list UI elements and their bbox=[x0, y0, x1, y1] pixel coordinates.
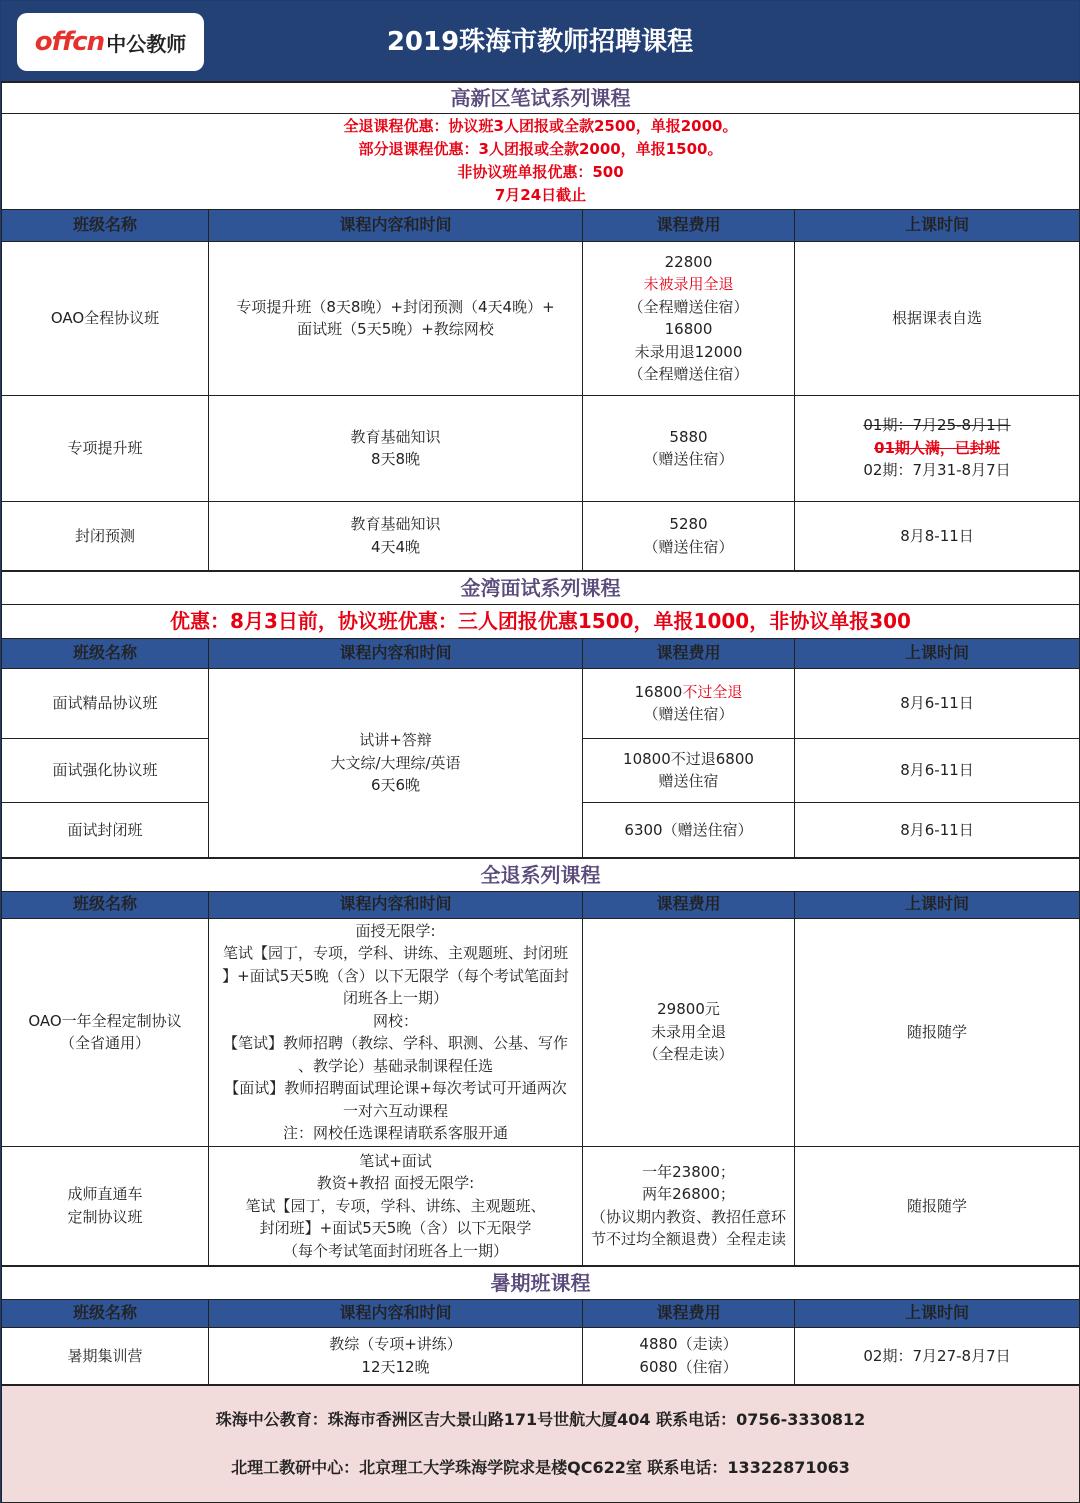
col-header-name: 班级名称 bbox=[2, 1299, 209, 1327]
promo-line: 部分退课程优惠：3人团报或全款2000，单报1500。 bbox=[358, 140, 723, 158]
col-header-name: 班级名称 bbox=[2, 638, 209, 668]
class-fee: 5280 （赠送住宿） bbox=[583, 501, 795, 571]
class-time: 02期：7月27-8月7日 bbox=[795, 1327, 1080, 1385]
class-time: 8月6-11日 bbox=[795, 802, 1080, 858]
page-header bbox=[1, 1, 1079, 81]
col-header-fee: 课程费用 bbox=[583, 891, 795, 918]
class-content: 专项提升班（8天8晚）+封闭预测（4天4晚）+ 面试班（5天5晚）+教综网校 bbox=[209, 241, 583, 395]
section-title-jinwan: 金湾面试系列课程 bbox=[2, 571, 1080, 604]
col-header-time: 上课时间 bbox=[795, 891, 1080, 918]
class-fee: 一年23800； 两年26800； （协议期内教资、教招任意环 节不过均全额退费）全程走读 bbox=[583, 1146, 795, 1266]
class-name: 专项提升班 bbox=[2, 395, 209, 501]
table-row bbox=[2, 241, 1080, 395]
promo-line: 全退课程优惠：协议班3人团报或全款2500，单报2000。 bbox=[343, 117, 738, 135]
table-row bbox=[2, 668, 1080, 738]
class-name: OAO一年全程定制协议 （全省通用） bbox=[2, 918, 209, 1146]
class-time: 8月8-11日 bbox=[795, 501, 1080, 571]
class-name: 成师直通车 定制协议班 bbox=[2, 1146, 209, 1266]
class-fee: 10800不过退6800 赠送住宿 bbox=[583, 738, 795, 802]
promo-gaoxin bbox=[2, 113, 1080, 209]
class-content: 教育基础知识 8天8晚 bbox=[209, 395, 583, 501]
contact-line: 北理工教研中心：北京理工大学珠海学院求是楼QC622室 联系电话：13322871063 bbox=[231, 1457, 850, 1477]
class-fee: 5880 （赠送住宿） bbox=[583, 395, 795, 501]
table-row bbox=[2, 918, 1080, 1146]
table-row bbox=[2, 395, 1080, 501]
col-header-content: 课程内容和时间 bbox=[209, 1299, 583, 1327]
class-content: 试讲+答辩 大文综/大理综/英语 6天6晚 bbox=[209, 668, 583, 858]
section-title-quantui: 全退系列课程 bbox=[2, 858, 1080, 891]
class-time: 8月6-11日 bbox=[795, 668, 1080, 738]
col-header-fee: 课程费用 bbox=[583, 638, 795, 668]
class-name: 封闭预测 bbox=[2, 501, 209, 571]
class-time: 根据课表自选 bbox=[795, 241, 1080, 395]
col-header-fee: 课程费用 bbox=[583, 209, 795, 241]
class-name: 面试精品协议班 bbox=[2, 668, 209, 738]
class-time: 随报随学 bbox=[795, 1146, 1080, 1266]
class-name: 面试强化协议班 bbox=[2, 738, 209, 802]
col-header-name: 班级名称 bbox=[2, 891, 209, 918]
class-content: 笔试+面试 教资+教招 面授无限学: 笔试【园丁，专项，学科、讲练、主观题班、 封闭班】+面试5天5晚（含）以下无限学 （每个考试笔面封闭班各上一期） bbox=[209, 1146, 583, 1266]
class-fee: 4880（走读） 6080（住宿） bbox=[583, 1327, 795, 1385]
col-header-content: 课程内容和时间 bbox=[209, 638, 583, 668]
class-time: 8月6-11日 bbox=[795, 738, 1080, 802]
col-header-fee: 课程费用 bbox=[583, 1299, 795, 1327]
page-title: 2019珠海市教师招聘课程 bbox=[386, 27, 694, 57]
contact-line: 珠海中公教育：珠海市香洲区吉大景山路171号世航大厦404 联系电话：0756-3330812 bbox=[215, 1409, 866, 1429]
section-title-gaoxin: 高新区笔试系列课程 bbox=[2, 82, 1080, 113]
promo-line: 7月24日截止 bbox=[494, 186, 587, 204]
class-fee: 22800 未被录用全退 （全程赠送住宿） 16800 未录用退12000 （全程赠送住宿） bbox=[583, 241, 795, 395]
col-header-time: 上课时间 bbox=[795, 209, 1080, 241]
table-row bbox=[2, 1146, 1080, 1266]
promo-line: 非协议班单报优惠：500 bbox=[457, 163, 624, 181]
class-fee: 6300（赠送住宿） bbox=[583, 802, 795, 858]
class-fee: 29800元 未录用全退 （全程走读） bbox=[583, 918, 795, 1146]
logo-en: offcn bbox=[34, 27, 105, 57]
class-time: 随报随学 bbox=[795, 918, 1080, 1146]
class-name: 面试封闭班 bbox=[2, 802, 209, 858]
col-header-time: 上课时间 bbox=[795, 1299, 1080, 1327]
class-time: 01期：7月25-8月1日 01期人满，已封班 02期：7月31-8月7日 bbox=[795, 395, 1080, 501]
section-title-summer: 暑期班课程 bbox=[2, 1266, 1080, 1299]
class-fee: 16800不过全退 （赠送住宿） bbox=[583, 668, 795, 738]
table-row bbox=[2, 1327, 1080, 1385]
class-content: 面授无限学: 笔试【园丁，专项，学科、讲练、主观题班、封闭班 】+面试5天5晚（含）以下无限学（每个考试笔面封 闭班各上一期） 网校： 【笔试】教师招聘（教综、学科、职测、公基、写作 、教学论）基础录制课程任选 【面试】教师招聘面试理论课+每次考试可开通两次 一对六互动课程 注：网校任选课程请联系客服开通 bbox=[209, 918, 583, 1146]
col-header-content: 课程内容和时间 bbox=[209, 891, 583, 918]
logo-cn: 中公教师 bbox=[106, 31, 187, 56]
class-name: 暑期集训营 bbox=[2, 1327, 209, 1385]
class-content: 教综（专项+讲练） 12天12晚 bbox=[209, 1327, 583, 1385]
course-table bbox=[1, 81, 1080, 1503]
col-header-name: 班级名称 bbox=[2, 209, 209, 241]
col-header-time: 上课时间 bbox=[795, 638, 1080, 668]
promo-jinwan: 优惠：8月3日前，协议班优惠：三人团报优惠1500，单报1000，非协议单报300 bbox=[2, 604, 1080, 638]
class-content: 教育基础知识 4天4晚 bbox=[209, 501, 583, 571]
contact-footer bbox=[2, 1385, 1080, 1502]
col-header-content: 课程内容和时间 bbox=[209, 209, 583, 241]
class-name: OAO全程协议班 bbox=[2, 241, 209, 395]
table-row bbox=[2, 501, 1080, 571]
